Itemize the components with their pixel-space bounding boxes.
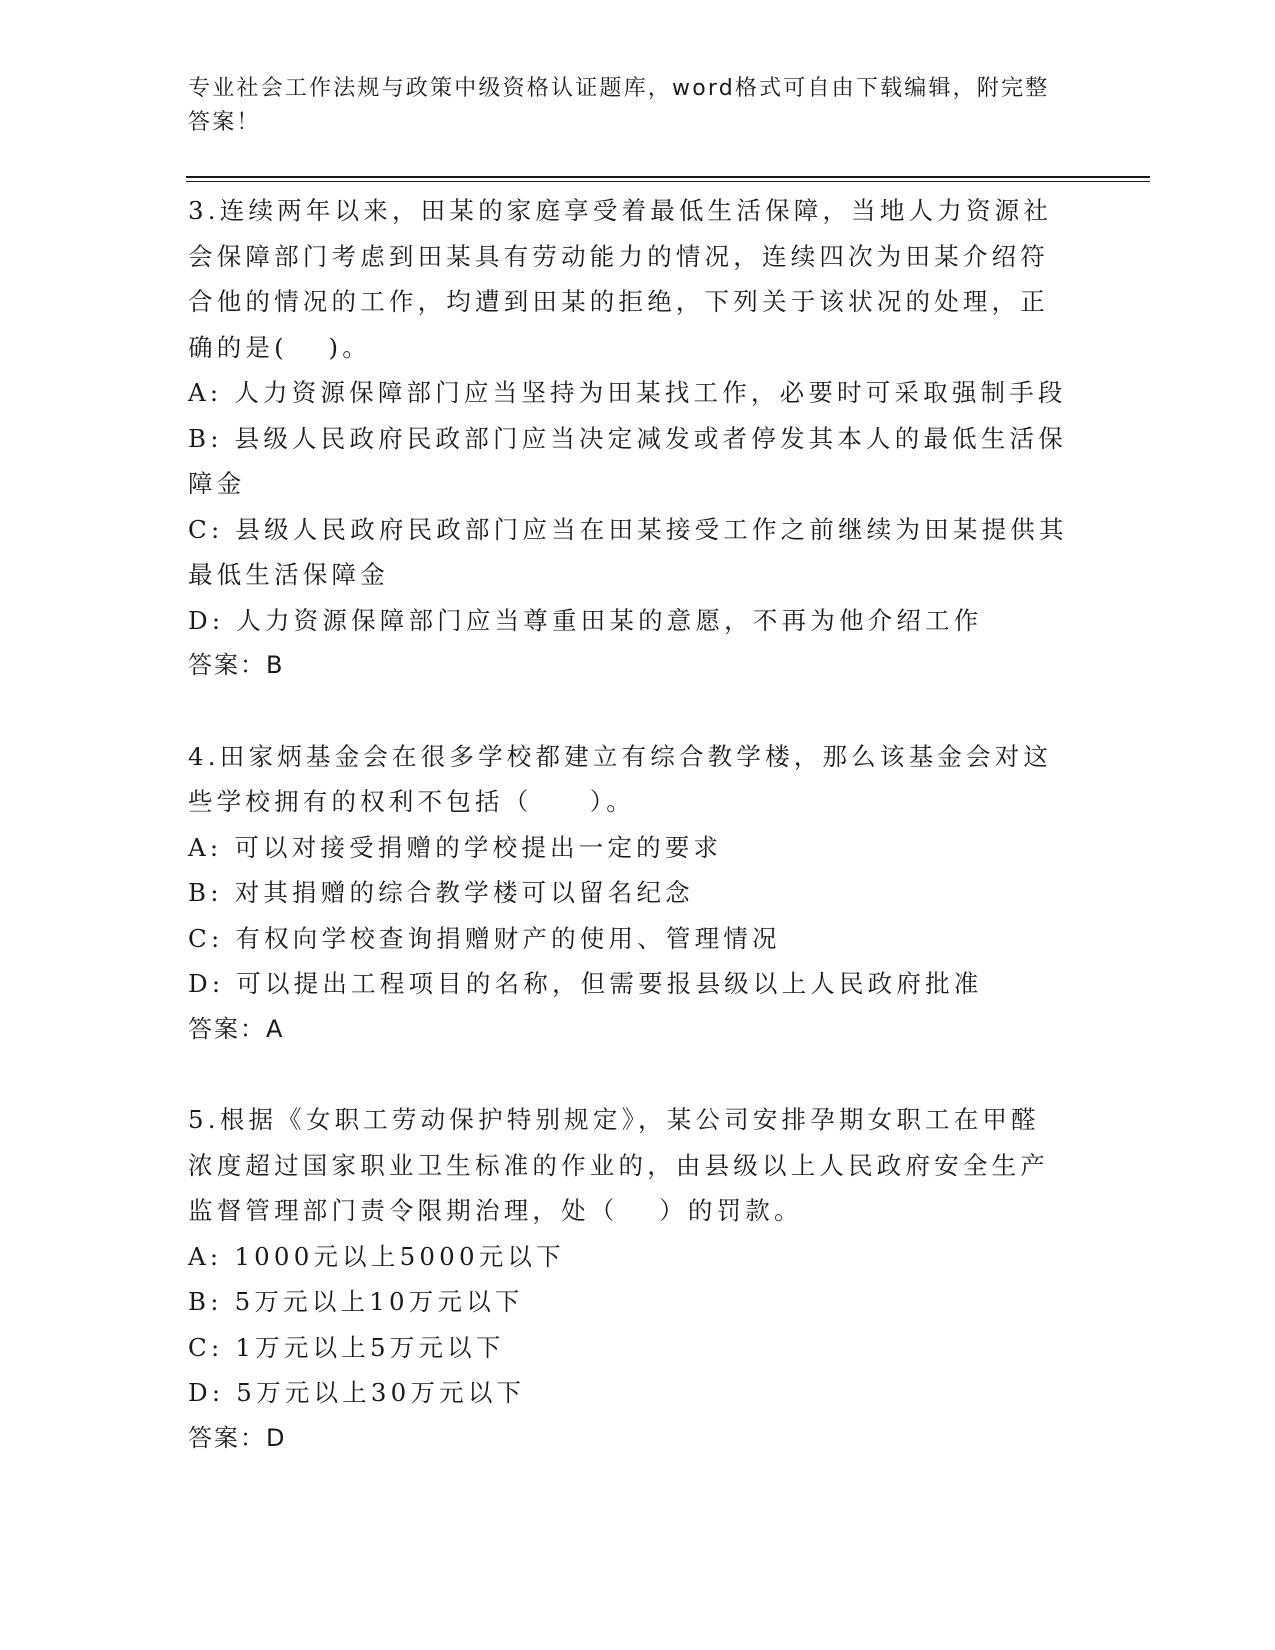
question-stem: 4.田家炳基金会在很多学校都建立有综合教学楼，那么该基金会对这些学校拥有的权利不包括（ ）。: [188, 741, 1053, 816]
option-c: C: 1万元以上5万元以下: [188, 1332, 505, 1362]
option-d: D: 人力资源保障部门应当尊重田某的意愿，不再为他介绍工作: [188, 605, 983, 635]
option-d: D: 5万元以上30万元以下: [188, 1378, 526, 1407]
option-a: A: 可以对接受捐赠的学校提出一定的要求: [188, 832, 723, 862]
document-header: 专业社会工作法规与政策中级资格认证题库，word格式可自由下载编辑，附完整答案！: [188, 76, 1050, 135]
option-c: C: 有权向学校查询捐赠财产的使用、管理情况: [188, 923, 781, 953]
header-divider-thick: [186, 176, 1150, 178]
question-spacer: [188, 689, 1068, 734]
option-a: A: 1000元以上5000元以下: [188, 1241, 565, 1271]
answer-text: 答案：D: [188, 1423, 287, 1452]
question-item: [188, 1097, 1068, 1461]
header-divider-thin: [186, 181, 1150, 182]
answer-text: 答案：B: [188, 651, 285, 679]
question-list: [188, 188, 1068, 1461]
question-stem: 5.根据《女职工劳动保护特别规定》，某公司安排孕期女职工在甲醛浓度超过国家职业卫生标准的作业的，由县级以上人民政府安全生产监督管理部门责令限期治理，处（ ）的罚款。: [188, 1105, 1049, 1225]
option-c: C: 县级人民政府民政部门应当在田某接受工作之前继续为田某提供其最低生活保障金: [188, 514, 1068, 589]
question-stem: 3.连续两年以来，田某的家庭享受着最低生活保障，当地人力资源社会保障部门考虑到田某具有劳动能力的情况，连续四次为田某介绍符合他的情况的工作，均遭到田某的拒绝，下列关于该状况的处理，正确的是( )。: [188, 196, 1053, 362]
option-d: D: 可以提出工程项目的名称，但需要报县级以上人民政府批准: [188, 969, 983, 998]
option-b: B: 对其捐赠的综合教学楼可以留名纪念: [188, 878, 694, 907]
option-a: A: 人力资源保障部门应当坚持为田某找工作，必要时可采取强制手段: [188, 378, 1067, 407]
question-spacer: [188, 1052, 1068, 1097]
question-item: [188, 188, 1068, 689]
option-b: B: 县级人民政府民政部门应当决定减发或者停发其本人的最低生活保障金: [188, 423, 1067, 498]
question-item: [188, 734, 1068, 1053]
option-b: B: 5万元以上10万元以下: [188, 1287, 524, 1316]
answer-text: 答案：A: [188, 1014, 285, 1043]
